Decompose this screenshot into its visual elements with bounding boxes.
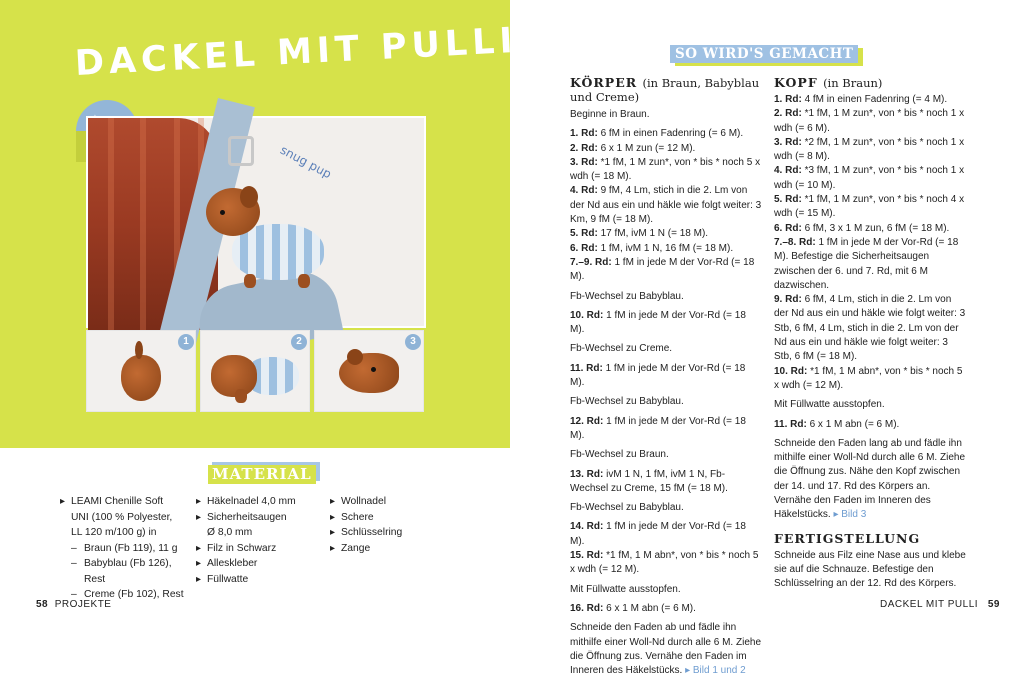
- material-color: – Babyblau (Fb 126), Rest: [60, 556, 195, 587]
- round-row: 13. Rd: ivM 1 N, 1 fM, ivM 1 N, Fb-Wechsel zu Creme, 15 fM (= 18 M).: [570, 468, 728, 494]
- step-number-2: 2: [291, 334, 307, 350]
- round-row: 3. Rd: *2 fM, 1 M zun*, von * bis * noch 1 x wdh (= 8 M).: [774, 136, 965, 163]
- round-row: 11. Rd: 1 fM in jede M der Vor-Rd (= 18 M).: [570, 362, 746, 389]
- instruction-text: Beginne in Braun.: [570, 109, 650, 120]
- page-number: 58: [36, 599, 49, 610]
- round-row: 2. Rd: 6 x 1 M zun (= 12 M).: [570, 142, 696, 154]
- round-row: 10. Rd: 1 fM in jede M der Vor-Rd (= 18 M).: [570, 309, 746, 336]
- material-color: – Braun (Fb 119), 11 g: [60, 541, 195, 557]
- round-row: 1. Rd: 6 fM in einen Fadenring (= 6 M).: [570, 128, 744, 140]
- material-list-1: [60, 494, 195, 603]
- instruction-text: Mit Füllwatte ausstopfen.: [570, 583, 681, 595]
- left-folio: [36, 599, 111, 610]
- round-row: 14. Rd: 1 fM in jede M der Vor-Rd (= 18 M).: [570, 521, 746, 547]
- round-row: 6. Rd: 6 fM, 3 x 1 M zun, 6 fM (= 18 M).: [774, 222, 950, 234]
- koerper-heading: KÖRPER (in Braun, Babyblau und Creme): [570, 75, 760, 104]
- round-row: 2. Rd: *1 fM, 1 M zun*, von * bis * noch 1 x wdh (= 6 M).: [774, 108, 965, 134]
- round-row: 9. Rd: 6 fM, 4 Lm, stich in die 2. Lm von der Nd aus ein und häkle wie folgt weiter: 3 Stb, 6 fM, 4 Lm, stich in die 2. Lm von der Nd aus ein und häkle wie folgt weiter: 3 Stb, 6 fM (= 18 M).: [774, 294, 966, 363]
- image-reference: ▸ Bild 3: [833, 509, 867, 521]
- instruction-text: Schneide den Faden ab und fädle ihn mithilfe einer Woll-Nd durch alle 6 M. Ziehe die Öffnung zus. Vernähe den Faden im Inneren des Häkelstücks. ▸ Bild 1 und 2: [570, 622, 762, 677]
- round-row: 10. Rd: *1 fM, 1 M abn*, von * bis * noch 5 x wdh (= 12 M).: [774, 365, 963, 391]
- page-title: DACKEL MIT PULLI: [74, 20, 519, 84]
- material-heading: MATERIAL: [208, 465, 316, 484]
- koerper-column: [570, 76, 762, 683]
- instruction-text: Mit Füllwatte ausstopfen.: [774, 399, 885, 411]
- material-item: ▸ Füllwatte: [196, 572, 321, 588]
- kopf-heading: KOPF (in Braun): [774, 75, 883, 90]
- step-number-3: 3: [405, 334, 421, 350]
- page-number: 59: [987, 599, 1000, 610]
- material-item: ▸ Zange: [330, 541, 440, 557]
- round-row: 6. Rd: 1 fM, ivM 1 N, 16 fM (= 18 M).: [570, 242, 734, 254]
- instruction-text: Fb-Wechsel zu Babyblau.: [570, 502, 684, 514]
- step-number-1: 1: [178, 334, 194, 350]
- main-photo: [86, 116, 426, 328]
- material-item: ▸ Filz in Schwarz: [196, 541, 321, 557]
- round-row: 7.–9. Rd: 1 fM in jede M der Vor-Rd (= 18 M).: [570, 256, 755, 283]
- instruction-text: Fb-Wechsel zu Babyblau.: [570, 396, 684, 408]
- material-list-2: [196, 494, 321, 587]
- material-item: ▸ Wollnadel: [330, 494, 440, 510]
- material-item: ▸ Sicherheitsaugen Ø 8,0 mm: [196, 510, 321, 541]
- buckle-image: [228, 136, 254, 166]
- round-row: 4. Rd: *3 fM, 1 M zun*, von * bis * noch 1 x wdh (= 10 M).: [774, 165, 965, 191]
- round-row: 7.–8. Rd: 1 fM in jede M der Vor-Rd (= 18 M). Befestige die Sicherheitsaugen zwischen der 6. und 7. Rd, mit 6 M dazwischen.: [774, 236, 959, 291]
- material-item: ▸ Schlüsselring: [330, 525, 440, 541]
- material-item: ▸ LEAMI Chenille Soft UNI (100 % Polyester, LL 120 m/100 g) in: [60, 494, 195, 541]
- material-list-3: [330, 494, 440, 556]
- round-row: 5. Rd: 17 fM, ivM 1 N (= 18 M).: [570, 228, 709, 240]
- section-label: DACKEL MIT PULLI: [880, 599, 979, 610]
- instruction-text: Schneide aus Filz eine Nase aus und klebe sie auf die Schnauze. Befestige den Schlüsselring an der 12. Rd des Körpers.: [774, 549, 966, 590]
- crochet-dog-image: [206, 188, 336, 298]
- round-row: 3. Rd: *1 fM, 1 M zun*, von * bis * noch 5 x wdh (= 18 M).: [570, 156, 761, 183]
- round-row: 1. Rd: 4 fM in einen Fadenring (= 4 M).: [774, 94, 948, 105]
- material-color: – Creme (Fb 102), Rest: [60, 587, 195, 603]
- round-row: 15. Rd: *1 fM, 1 M abn*, von * bis * noch 5 x wdh (= 12 M).: [570, 550, 759, 576]
- instruction-text: Fb-Wechsel zu Creme.: [570, 343, 673, 355]
- round-row: 5. Rd: *1 fM, 1 M zun*, von * bis * noch 4 x wdh (= 15 M).: [774, 194, 965, 220]
- round-row: 12. Rd: 1 fM in jede M der Vor-Rd (= 18 M).: [570, 415, 746, 441]
- instruction-text: Fb-Wechsel zu Babyblau.: [570, 290, 684, 302]
- instruction-text: Fb-Wechsel zu Braun.: [570, 449, 669, 461]
- round-row: 4. Rd: 9 fM, 4 Lm, stich in die 2. Lm von der Nd aus ein und häkle wie folgt weiter: 3 Km, 9 fM (= 18 M).: [570, 185, 762, 226]
- snug-pup-handwriting: snug pup: [277, 142, 334, 182]
- instructions-heading: SO WIRD'S GEMACHT: [670, 45, 858, 63]
- section-label: PROJEKTE: [54, 599, 112, 610]
- round-row: 16. Rd: 6 x 1 M abn (= 6 M).: [570, 602, 696, 614]
- material-item: ▸ Alleskleber: [196, 556, 321, 572]
- fertigstellung-heading: FERTIGSTELLUNG: [774, 530, 921, 546]
- kopf-column: [774, 76, 966, 597]
- material-item: ▸ Schere: [330, 510, 440, 526]
- right-folio: [880, 599, 1000, 610]
- round-row: 11. Rd: 6 x 1 M abn (= 6 M).: [774, 418, 900, 430]
- material-item: ▸ Häkelnadel 4,0 mm: [196, 494, 321, 510]
- instruction-text: Schneide den Faden lang ab und fädle ihn mithilfe einer Woll-Nd durch alle 6 M. Ziehe die Öffnung zus. Nähe den Kopf zwischen der 14. und 17. Rd des Körpers an. Vernähe den Faden im Inneren des Häkelstücks. ▸ Bild 3: [774, 437, 966, 521]
- image-reference: ▸ Bild 1 und 2: [685, 665, 746, 677]
